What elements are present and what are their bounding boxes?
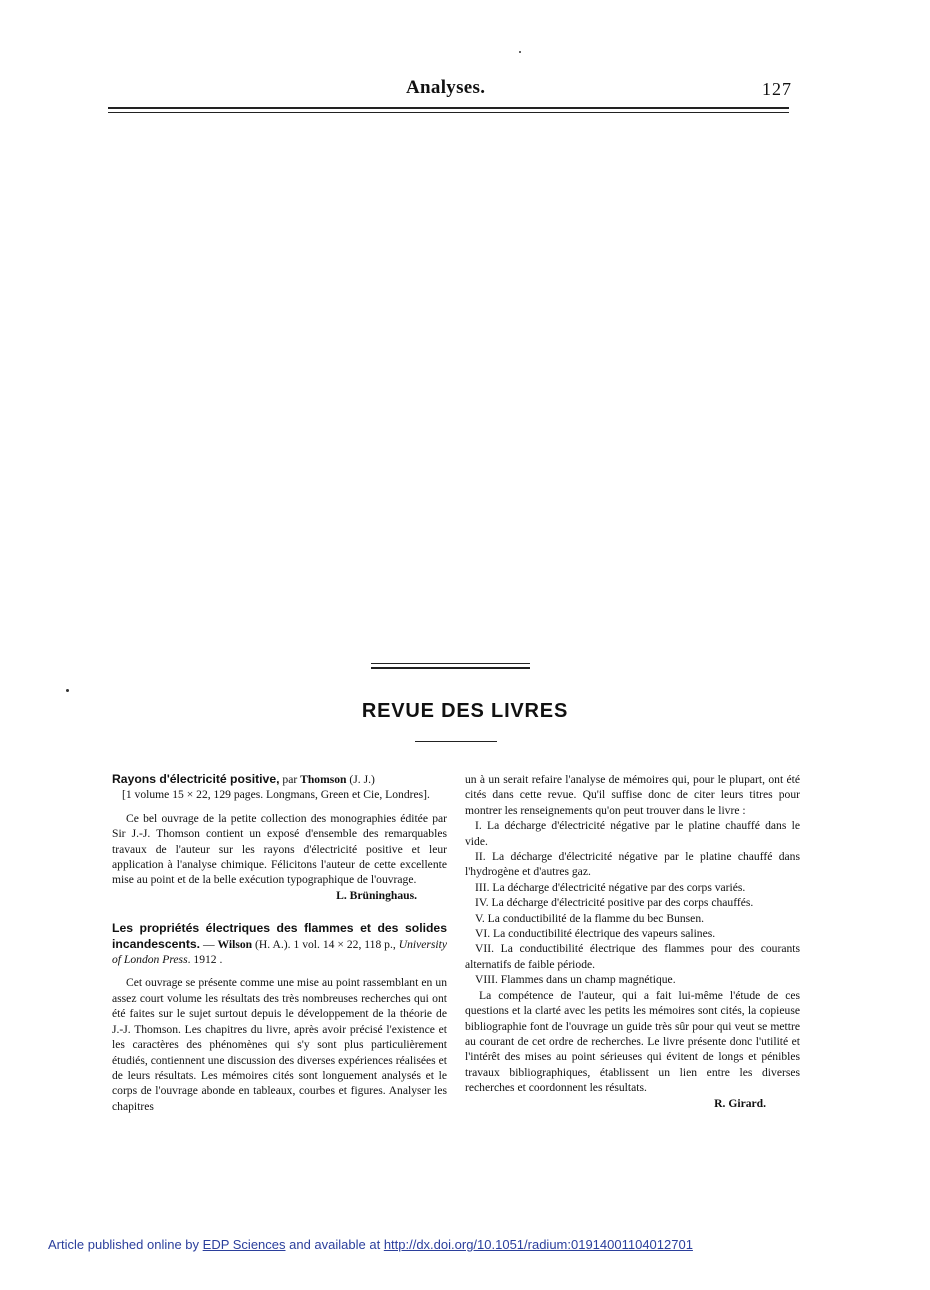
section-rule-top bbox=[371, 663, 530, 664]
review1-body: Ce bel ouvrage de la petite collection des monographies éditée par Sir J.-J. Thomson contient un exposé d'ensemble des remarquables travaux de l'auteur sur les rayons d'électricité positive et leur application à l'analyse chimique. Félicitons l'auteur de cette excellente mise au point et de la belle exécution typographique de l'ouvrage. bbox=[112, 811, 447, 887]
footer-prefix: Article published online by bbox=[48, 1237, 203, 1252]
chapter-item: I. La décharge d'électricité négative par le platine chauffé dans le vide. bbox=[465, 819, 800, 848]
publication-footer bbox=[48, 1237, 693, 1252]
speck-top bbox=[519, 51, 521, 53]
review1-by: par bbox=[279, 773, 301, 786]
header-rule-top bbox=[108, 107, 789, 109]
section-rule-top-2 bbox=[371, 667, 530, 669]
chapter-item: V. La conductibilité de la flamme du bec Bunsen. bbox=[475, 911, 705, 925]
chapter-item: IV. La décharge d'électricité positive par des corps chauffés. bbox=[475, 896, 754, 910]
review1-title: Rayons d'électricité positive, bbox=[112, 772, 280, 786]
footer-middle: and available at bbox=[285, 1237, 384, 1252]
review2-author: Wilson bbox=[217, 937, 253, 951]
review2-body-left: Cet ouvrage se présente comme une mise au point rassemblant en un assez court volume les résultats des très nombreuses recherches qui ont été faites sur le sujet surtout depuis le développement de la théorie de J.-J. Thomson. Les chapitres du livre, après avoir précisé l'existence et les caractères des phénomènes qui s'y sont plus particulièrement étudiés, contiennent une discussion des diverses expériences réalisées et de leurs résultats. Les mémoires cités sont longuement analysés et le corps de l'ouvrage abonde en tableaux, courbes et figures. Analyser les chapitres bbox=[112, 976, 447, 1113]
section-title: REVUE DES LIVRES bbox=[361, 700, 569, 722]
left-column bbox=[112, 772, 447, 1114]
review1-author: Thomson bbox=[300, 773, 347, 786]
doi-link[interactable]: http://dx.doi.org/10.1051/radium:01914001104012701 bbox=[383, 1237, 693, 1252]
review2-body-right: un à un serait refaire l'analyse de mémoires qui, pour le plupart, ont été cités dans cette revue. Qu'il suffise donc de citer leurs titres pour montrer les renseignements qu'on peut trouver dans le livre : bbox=[465, 773, 800, 817]
review2-details: 1 vol. 14 × 22, 118 p., bbox=[290, 937, 399, 951]
review2-closing: La compétence de l'auteur, qui a fait lui-même l'étude de ces questions et la clarté avec les petits les mémoires sont cités, la copieuse bibliographie font de l'ouvrage un guide très sûr pour qui veut se mettre au courant de cet ordre de recherches. Le livre présente donc l'utilité et l'intérêt des mises au point sérieuses qui évitent de longs et pénibles travaux bibliographiques, établissent un lien entre les diverses recherches et coordonnent les résultats. bbox=[465, 988, 800, 1095]
edp-sciences-link[interactable]: EDP Sciences bbox=[202, 1237, 286, 1252]
review2-initials: (H. A.). bbox=[252, 937, 291, 951]
review2-year: . 1912 . bbox=[187, 953, 223, 967]
review2-dash: — bbox=[200, 937, 218, 951]
header-rule-bottom bbox=[108, 112, 789, 113]
chapter-item: III. La décharge d'électricité négative par des corps variés. bbox=[475, 880, 746, 894]
chapter-item: VIII. Flammes dans un champ magnétique. bbox=[475, 973, 676, 987]
chapter-item: VII. La conductibilité électrique des flammes pour des courants alternatifs de faible période. bbox=[465, 942, 800, 971]
speck-left bbox=[66, 689, 69, 692]
review2-publisher: University of London Press bbox=[112, 937, 447, 967]
review1-details: [1 volume 15 × 22, 129 pages. Longmans, Green et Cie, Londres]. bbox=[122, 788, 430, 802]
right-column bbox=[465, 772, 800, 1111]
review1-initials: (J. J.) bbox=[346, 773, 375, 786]
review1-signature: L. Brüninghaus. bbox=[336, 888, 417, 902]
review1-heading bbox=[112, 772, 447, 787]
running-head-title: Analyses. bbox=[406, 77, 486, 98]
section-rule-bottom bbox=[415, 741, 497, 742]
chapter-item: VI. La conductibilité électrique des vapeurs salines. bbox=[475, 927, 716, 941]
chapter-item: II. La décharge d'électricité négative par le platine chauffé dans l'hydrogène et d'autres gaz. bbox=[465, 850, 800, 879]
review2-heading bbox=[112, 921, 447, 967]
review2-title: Les propriétés électriques des flammes et des solides incandescents. bbox=[112, 921, 447, 951]
review2-signature: R. Girard. bbox=[714, 1096, 766, 1110]
page-number: 127 bbox=[762, 79, 792, 99]
